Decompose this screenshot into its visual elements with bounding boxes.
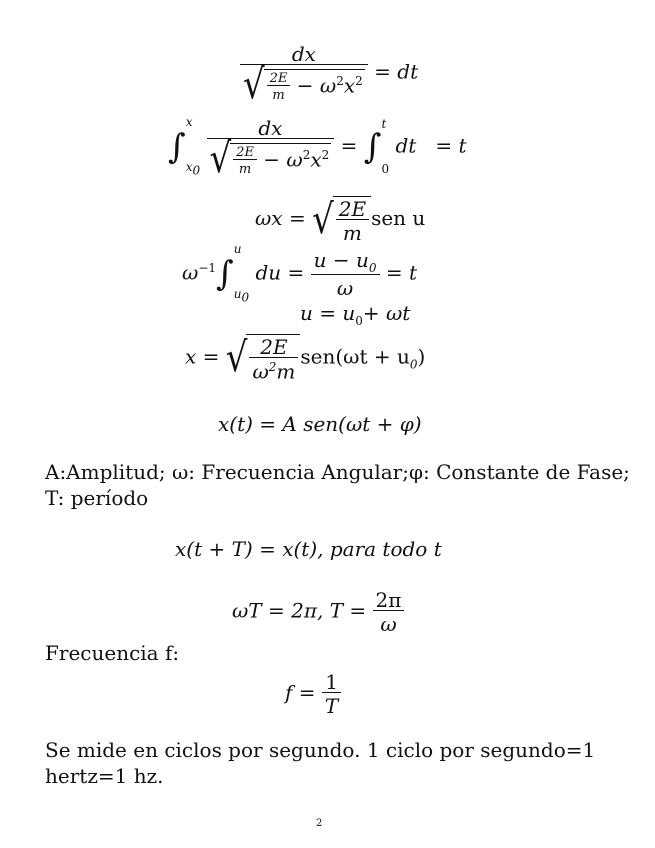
- equation-text: u = u: [300, 301, 356, 325]
- equation-7: [218, 414, 422, 434]
- equation-rhs: = dt: [374, 59, 419, 84]
- equation-6: x = √ $\frac{2E}{\omega^2m}$ $sen(\omega t + u_0)$: [185, 333, 426, 384]
- denominator: √ $\frac{2E}{m}$ − $\omega^2x^2$: [240, 64, 368, 102]
- frequency-label: Frecuencia f:: [45, 641, 180, 665]
- definitions-line-2: T: período: [45, 486, 149, 510]
- fraction: [240, 42, 368, 109]
- equation-rhs: = t: [385, 260, 418, 285]
- equation-1: [240, 42, 419, 109]
- equation-4: $\omega^{-1}\int$ u $u_0$ du = $\frac{u - u_0}{\omega}$ = t: [182, 242, 418, 305]
- equation-rhs: = t: [435, 133, 467, 158]
- equation-lhs: ωT = 2π, T =: [232, 598, 367, 623]
- equation-8: [175, 539, 442, 559]
- equation-lhs: ωx =: [255, 206, 306, 230]
- equation-3: ωx = √ $\frac{2E}{m}$ sen u: [255, 195, 426, 245]
- page-number: 2: [316, 818, 323, 829]
- fraction: dx √ $\frac{2E}{m}$ − $\omega^2x^2$: [207, 118, 335, 176]
- equation-2: ∫ x $x_0$ dx √ $\frac{2E}{m}$ − $\omega^2x^2$ = ∫ t 0 dt = t: [168, 115, 467, 183]
- units-line-1: Se mide en ciclos por segundo. 1 ciclo por segundo=1: [45, 738, 596, 762]
- equation-rhs: sen u: [371, 206, 426, 230]
- omega: ω: [182, 260, 199, 285]
- equation-lhs: f =: [285, 680, 316, 705]
- equation-10: f = $\frac{1}{T}$: [285, 672, 341, 716]
- equation-5: $u = u_0+ \omega t$: [300, 301, 411, 328]
- definitions-line-1: A:Amplitud; ω: Frecuencia Angular;φ: Constante de Fase;: [45, 460, 630, 484]
- equation-text: x(t + T) = x(t), para todo t: [175, 537, 442, 561]
- equation-rhs: sen(ωt + u: [300, 344, 410, 369]
- equation-lhs: x =: [185, 344, 220, 369]
- equation-9: ωT = 2π, T = $\frac{2\pi}{\omega}$: [232, 590, 404, 634]
- numerator: dx: [291, 42, 316, 66]
- equation-tail: + ωt: [362, 301, 411, 325]
- units-line-2: hertz=1 hz.: [45, 764, 164, 788]
- equation-text: x(t) = A sen(ωt + φ): [218, 412, 422, 436]
- equation-mid: du =: [255, 260, 305, 285]
